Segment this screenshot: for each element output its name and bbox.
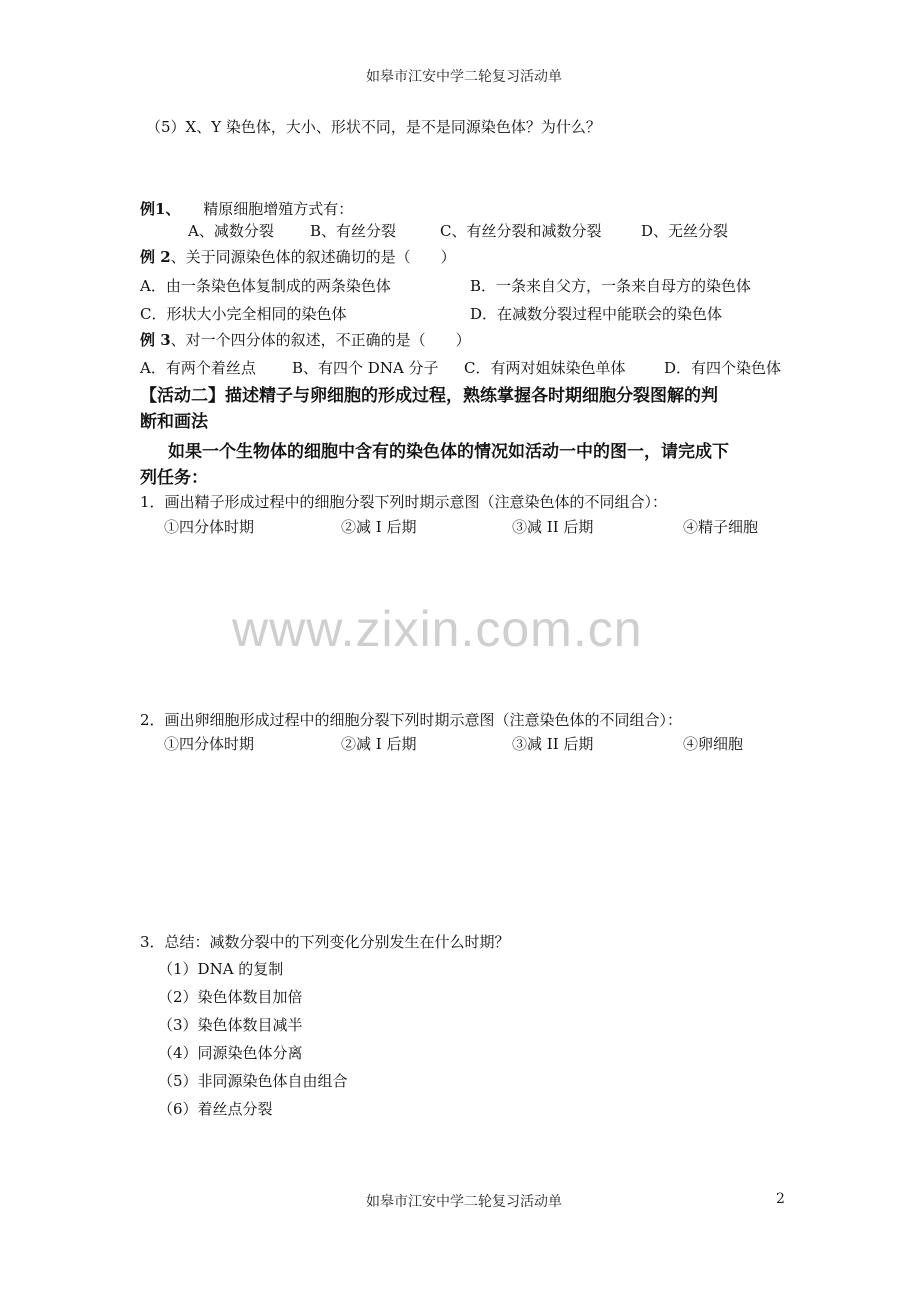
example-1-question: 精原细胞增殖方式有： <box>203 200 354 218</box>
task-3-item-3: （3）染色体数目减半 <box>158 1016 303 1034</box>
task-3-item-1: （1）DNA 的复制 <box>158 960 284 978</box>
example-1-option-b: B、有丝分裂 <box>310 222 397 240</box>
example-2-option-b: B．一条来自父方，一条来自母方的染色体 <box>470 277 752 295</box>
page-header: 如皋市江安中学二轮复习活动单 <box>366 69 562 85</box>
task-3-item-4: （4）同源染色体分离 <box>158 1044 303 1062</box>
example-3-option-a: A．有两个着丝点 <box>140 359 256 377</box>
task-3-item-5: （5）非同源染色体自由组合 <box>158 1072 348 1090</box>
watermark: www.zixin.com.cn <box>232 601 643 657</box>
example-3-option-c: C．有两对姐妹染色单体 <box>464 359 626 377</box>
task-1-stage-3: ③减 II 后期 <box>512 518 594 536</box>
example-3-option-d: D．有四个染色体 <box>664 359 782 377</box>
example-2-option-d: D．在减数分裂过程中能联会的染色体 <box>470 305 723 323</box>
example-3-option-b: B、有四个 DNA 分子 <box>292 359 439 377</box>
task-3-prompt: 3．总结：减数分裂中的下列变化分别发生在什么时期？ <box>140 933 510 951</box>
example-1-option-a: A、减数分裂 <box>188 222 274 240</box>
task-2-prompt: 2．画出卵细胞形成过程中的细胞分裂下列时期示意图（注意染色体的不同组合）： <box>140 711 683 729</box>
task-1-stage-2: ②减 I 后期 <box>341 518 417 536</box>
task-2-stage-3: ③减 II 后期 <box>512 735 594 753</box>
example-1-label: 例1、 <box>140 200 181 218</box>
activity-2-title-line2: 断和画法 <box>140 412 208 432</box>
example-2-label: 例 2 <box>140 248 171 266</box>
example-1-option-c: C、有丝分裂和减数分裂 <box>440 222 602 240</box>
task-3-item-2: （2）染色体数目加倍 <box>158 988 303 1006</box>
task-1-stage-4: ④精子细胞 <box>683 518 759 536</box>
task-3-item-6: （6）着丝点分裂 <box>158 1100 273 1118</box>
example-2-option-c: C．形状大小完全相同的染色体 <box>140 305 347 323</box>
example-2-question: 、关于同源染色体的叙述确切的是（ ） <box>170 248 456 266</box>
page-footer: 如皋市江安中学二轮复习活动单 <box>366 1194 562 1210</box>
activity-2-intro-line2: 列任务： <box>140 468 208 488</box>
example-3-question: 、对一个四分体的叙述，不正确的是（ ） <box>170 331 471 349</box>
question-5: （5）X、Y 染色体，大小、形状不同，是不是同源染色体？为什么？ <box>146 118 601 136</box>
task-2-stage-4: ④卵细胞 <box>683 735 744 753</box>
activity-2-intro-line1: 如果一个生物体的细胞中含有的染色体的情况如活动一中的图一，请完成下 <box>168 442 729 462</box>
example-2-stem <box>140 247 456 267</box>
task-2-stage-2: ②减 I 后期 <box>341 735 417 753</box>
task-1-prompt: 1．画出精子形成过程中的细胞分裂下列时期示意图（注意染色体的不同组合）： <box>140 493 668 511</box>
example-1-stem <box>140 199 353 219</box>
page-number: 2 <box>776 1191 785 1207</box>
example-2-option-a: A．由一条染色体复制成的两条染色体 <box>140 277 391 295</box>
example-3-label: 例 3 <box>140 331 171 349</box>
task-2-stage-1: ①四分体时期 <box>164 735 255 753</box>
activity-2-title-line1: 【活动二】描述精子与卵细胞的形成过程，熟练掌握各时期细胞分裂图解的判 <box>140 386 718 406</box>
example-1-option-d: D、无丝分裂 <box>641 222 729 240</box>
example-3-stem <box>140 330 471 350</box>
task-1-stage-1: ①四分体时期 <box>164 518 255 536</box>
